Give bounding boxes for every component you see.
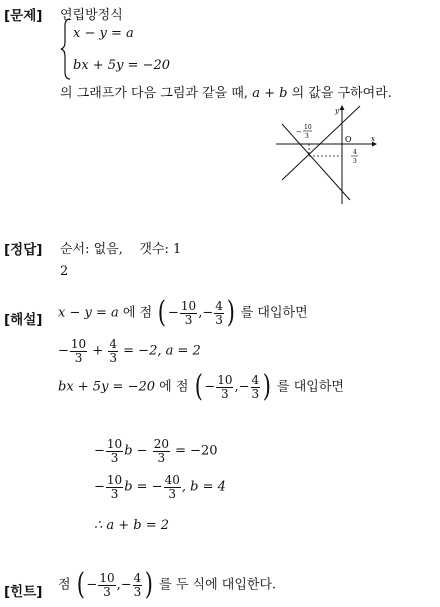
x-label-sign: − <box>296 128 302 136</box>
denominator: 3 <box>168 486 177 501</box>
fraction <box>153 438 170 464</box>
numerator: 40 <box>164 473 180 487</box>
denominator: 3 <box>110 486 119 501</box>
solution-text: 를 대입하면 <box>240 305 308 321</box>
sign: − <box>94 479 105 495</box>
fraction <box>164 474 181 500</box>
denominator: 3 <box>109 350 118 365</box>
sign: − <box>86 577 98 593</box>
sign: − <box>204 379 216 395</box>
numerator: 10 <box>217 372 233 387</box>
question-suffix: 의 값을 구하여라. <box>291 86 392 101</box>
fraction <box>214 300 224 326</box>
numerator: 20 <box>153 437 169 451</box>
solution-line-3: bx + 5y = −20 에 점 ( − $\frac{10}{3}$ ,− $\frac{4}{3}$ ) 를 대입하면 <box>58 369 344 404</box>
denominator: 3 <box>251 386 260 401</box>
paren-close: ) <box>145 567 154 602</box>
numerator: 10 <box>99 570 115 585</box>
numerator: 10 <box>70 337 87 351</box>
system-brace <box>60 18 72 80</box>
sign: − <box>120 577 132 593</box>
sign: − <box>94 443 105 459</box>
solution-result: = −2, a = 2 <box>123 343 201 359</box>
fraction <box>108 338 118 364</box>
equation-1: x − y = a <box>73 26 134 41</box>
denominator: 3 <box>221 386 229 401</box>
solution-step-2 <box>94 474 226 500</box>
sign: − <box>238 379 250 395</box>
solution-label: [해설] <box>4 312 43 328</box>
numerator: 10 <box>106 437 123 451</box>
x-label-num: 10 <box>304 124 312 131</box>
fraction <box>70 338 87 364</box>
sign: − <box>202 305 214 321</box>
solution-result: = −20 <box>175 443 218 459</box>
numerator: 4 <box>215 298 223 313</box>
answer-label: [정답] <box>4 242 43 258</box>
hint-text: 점 <box>58 577 71 593</box>
y-label-num: 4 <box>353 149 357 156</box>
hint-label: [힌트] <box>4 584 43 600</box>
numerator: 10 <box>180 298 197 313</box>
hint-line: 점 ( − $\frac{10}{3}$ ,− $\frac{4}{3}$ ) 를 두 식에 대입한다. <box>58 567 277 602</box>
sign: − <box>58 343 69 359</box>
origin-label: O <box>345 135 352 144</box>
fraction <box>106 474 123 500</box>
fraction <box>180 300 197 326</box>
x-axis-label: x <box>371 135 375 143</box>
paren-open: ( <box>76 567 85 602</box>
y-label-den: 3 <box>353 158 357 165</box>
fraction <box>251 374 261 400</box>
solution-eq-1: x − y = a <box>58 305 119 321</box>
question-line <box>60 82 392 101</box>
solution-step-3: ∴ a + b = 2 <box>94 518 170 533</box>
problem-label: [문제] <box>4 8 43 24</box>
y-axis-arrow <box>340 105 345 110</box>
paren-close: ) <box>262 369 272 404</box>
solution-line-2 <box>58 338 201 364</box>
solution-text: 에 점 <box>122 305 153 321</box>
operator: + <box>92 343 104 359</box>
fraction <box>216 374 233 400</box>
numerator: 4 <box>109 337 118 351</box>
denominator: 3 <box>133 584 142 599</box>
solution-line-1: x − y = a 에 점 ( − $\frac{10}{3}$ ,− $\frac{4}{3}$ ) 를 대입하면 <box>58 295 308 330</box>
paren-open: ( <box>158 295 167 330</box>
numerator: 4 <box>133 570 142 585</box>
y-axis-label: y <box>335 107 339 115</box>
problem-graph <box>272 104 382 208</box>
solution-step-1 <box>94 438 218 464</box>
question-prefix: 의 그래프가 다음 그림과 같을 때, <box>60 86 249 101</box>
denominator: 3 <box>157 450 166 465</box>
numerator: 10 <box>106 473 123 487</box>
x-label-den: 3 <box>305 133 309 140</box>
paren-open: ( <box>194 369 203 404</box>
solution-result: , b = 4 <box>181 479 226 495</box>
denominator: 3 <box>74 350 83 365</box>
sign: − <box>168 305 179 321</box>
fraction <box>133 572 143 598</box>
answer-value: 2 <box>60 264 69 279</box>
line-2 <box>282 124 350 200</box>
denominator: 3 <box>110 450 119 465</box>
equation-2: bx + 5y = −20 <box>73 58 171 73</box>
denominator: 3 <box>184 312 193 327</box>
denominator: 3 <box>103 584 111 599</box>
solution-eq-2: bx + 5y = −20 <box>58 379 156 395</box>
denominator: 3 <box>215 312 223 327</box>
solution-term: b − <box>124 443 148 459</box>
answer-meta: 순서: 없음, 갯수: 1 <box>60 242 182 257</box>
fraction <box>98 572 115 598</box>
hint-text: 를 두 식에 대입한다. <box>159 577 277 593</box>
question-expression: a + b <box>252 86 288 101</box>
fraction <box>106 438 123 464</box>
numerator: 4 <box>251 372 260 387</box>
problem-title: 연립방정식 <box>60 8 123 23</box>
paren-close: ) <box>226 295 235 330</box>
solution-text: 에 점 <box>159 379 189 395</box>
solution-term: b = − <box>124 479 163 495</box>
solution-text: 를 대입하면 <box>277 379 344 395</box>
